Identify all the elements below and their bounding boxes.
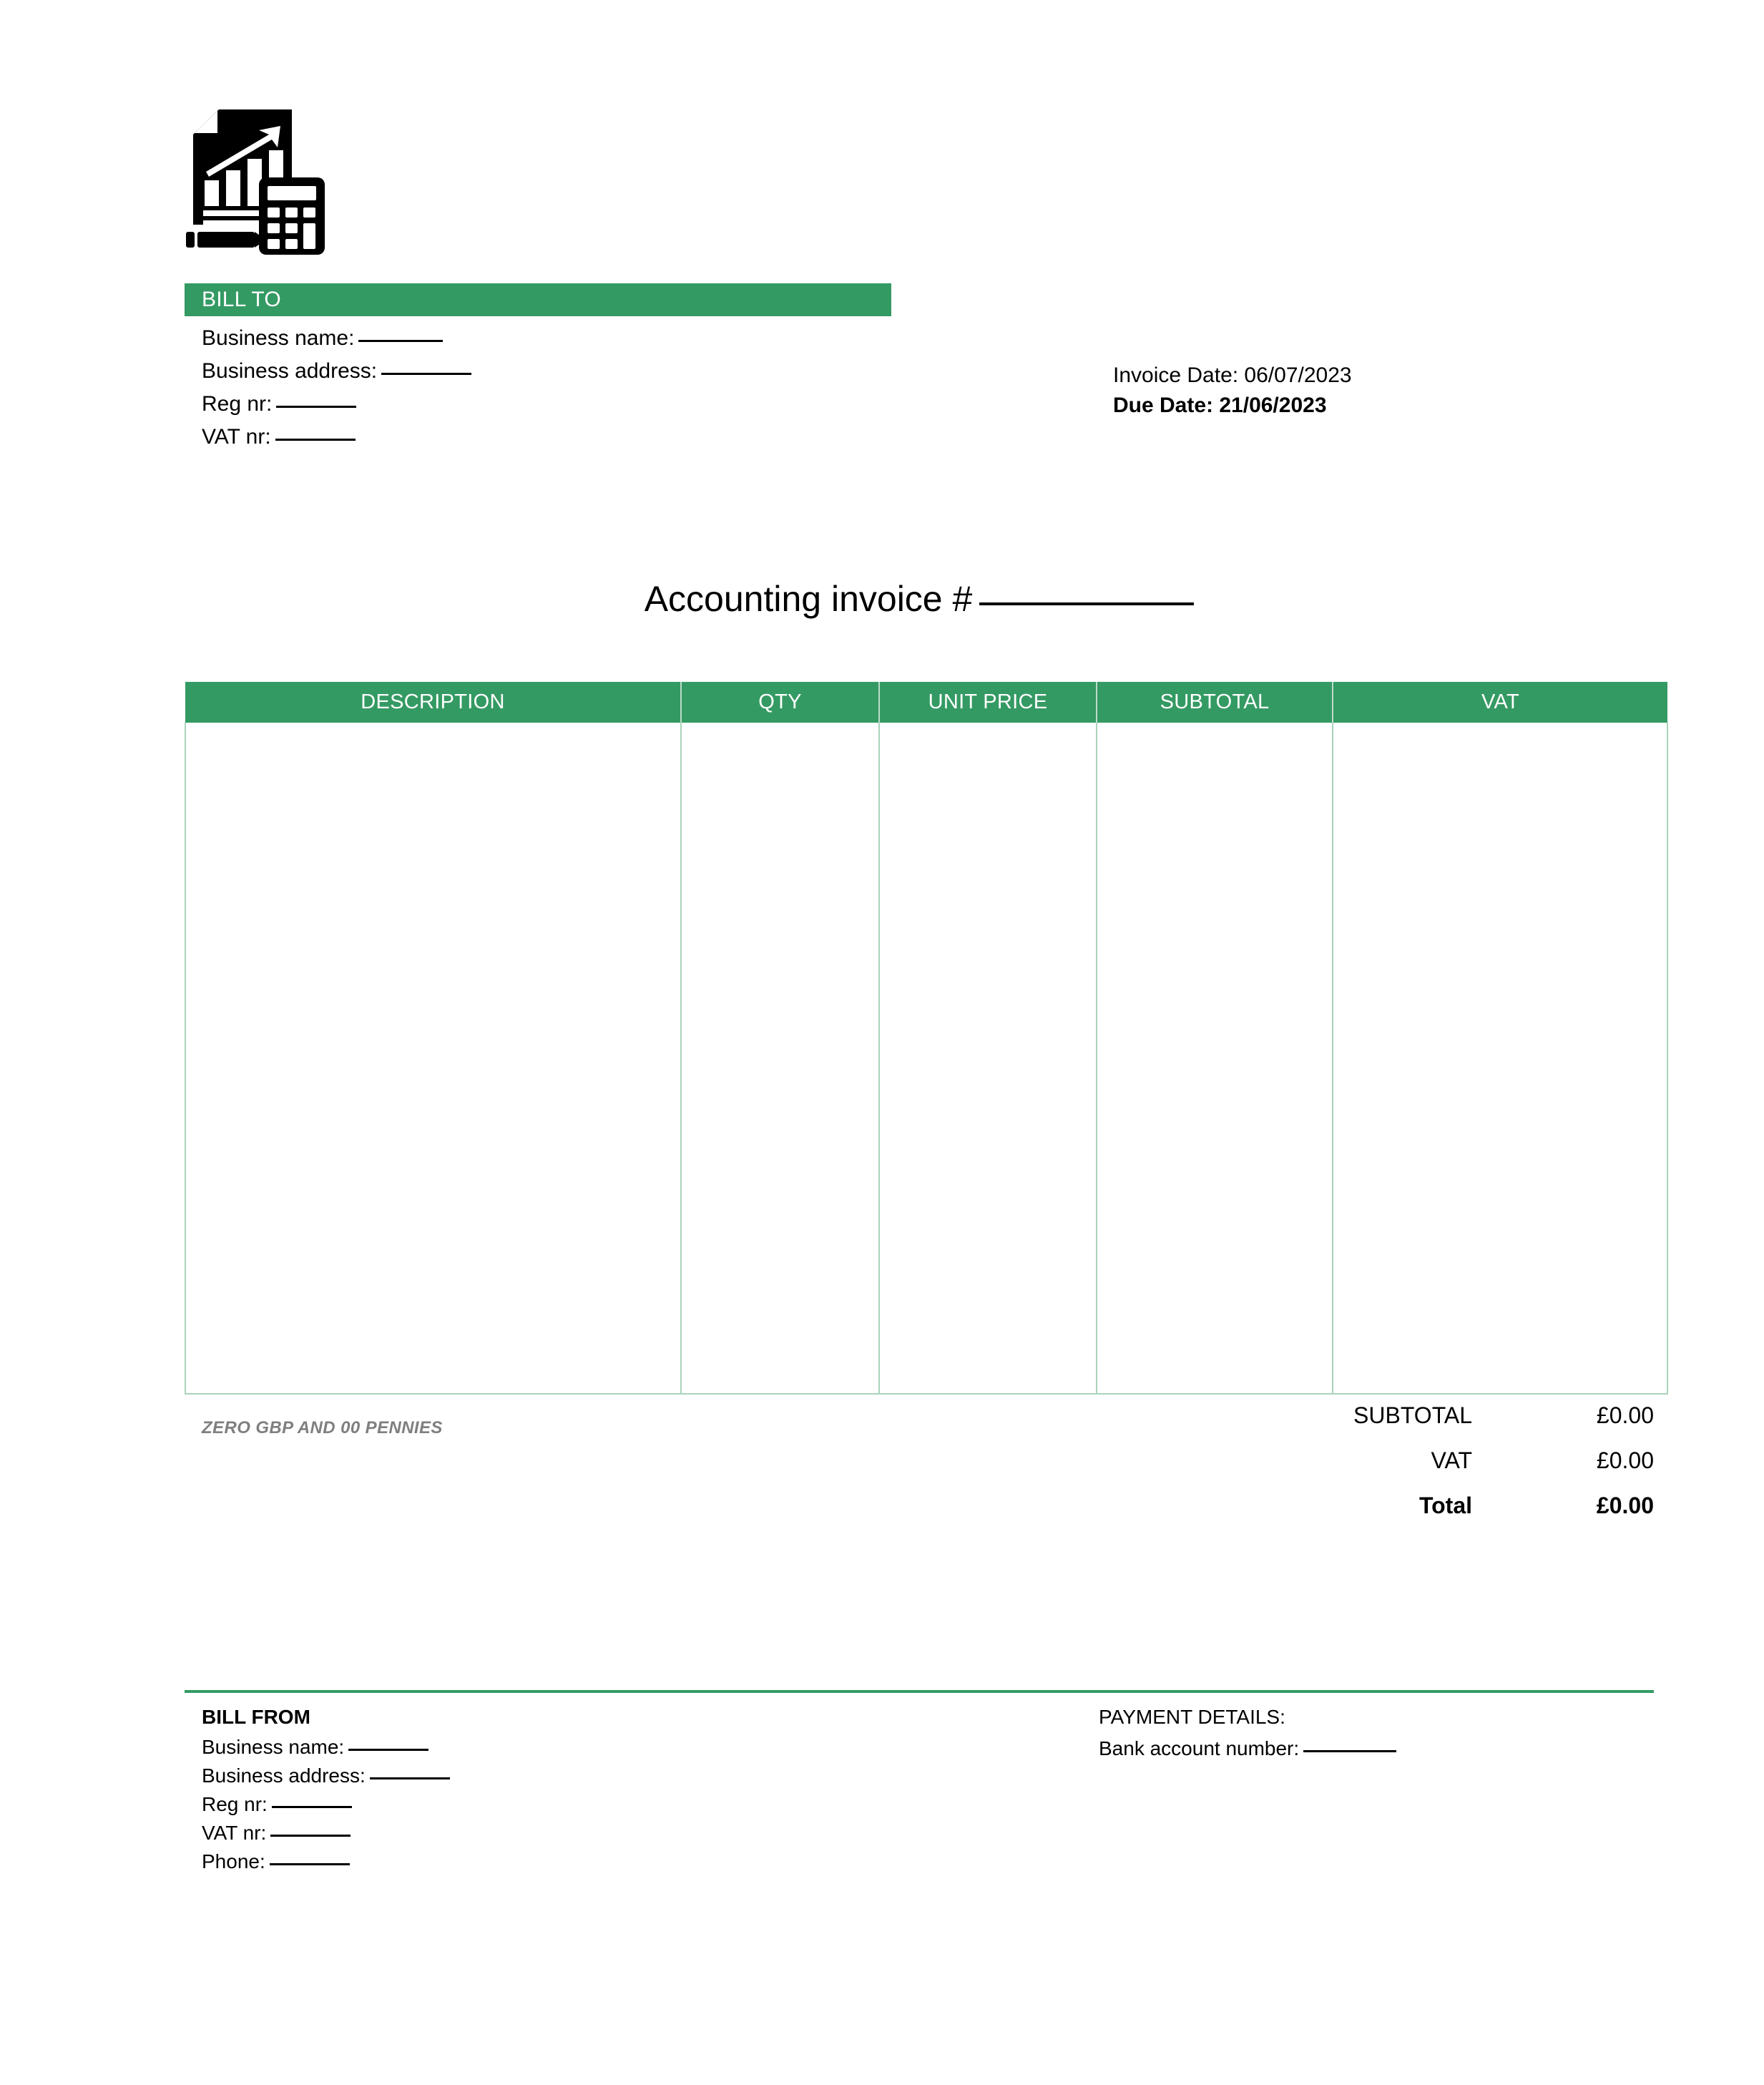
payment-details-block: [1099, 1701, 1642, 1764]
bill-from-reg-nr-label: Reg nr:: [202, 1793, 268, 1815]
page-title: [185, 578, 1654, 620]
line-items-body: [185, 723, 1667, 1394]
table-header-row: [185, 682, 1667, 723]
totals-subtotal-label: SUBTOTAL: [1353, 1402, 1472, 1428]
bill-from-block: [202, 1701, 745, 1876]
bill-to-reg-nr-label: Reg nr:: [202, 392, 273, 416]
bill-from-business-name-input[interactable]: [348, 1749, 428, 1751]
bill-from-business-address-input[interactable]: [370, 1777, 450, 1779]
bill-from-phone-label: Phone:: [202, 1850, 265, 1872]
totals-total-value: £0.00: [1596, 1493, 1654, 1518]
invoice-number-input[interactable]: [979, 602, 1194, 605]
totals-block: [1172, 1402, 1654, 1538]
bill-to-business-address-label: Business address:: [202, 359, 378, 383]
totals-row-vat: [1172, 1447, 1654, 1493]
line-items-head: [185, 682, 1667, 723]
bill-from-phone-row: [202, 1847, 745, 1876]
column-header-description: DESCRIPTION: [185, 682, 681, 723]
cell-vat[interactable]: [1333, 723, 1667, 1394]
bank-account-label: Bank account number:: [1099, 1737, 1300, 1759]
payment-details-heading: PAYMENT DETAILS:: [1099, 1706, 1285, 1728]
bill-to-business-address-row: [202, 355, 774, 388]
column-header-vat: VAT: [1333, 682, 1667, 723]
bank-account-input[interactable]: [1303, 1750, 1396, 1752]
totals-total-label: Total: [1418, 1493, 1472, 1518]
bill-to-vat-nr-input[interactable]: [275, 439, 356, 441]
bill-from-reg-nr-row: [202, 1790, 745, 1819]
invoice-dates: [1113, 361, 1614, 421]
cell-unit-price[interactable]: [879, 723, 1097, 1394]
bill-to-vat-nr-row: [202, 421, 774, 454]
totals-vat-value: £0.00: [1596, 1447, 1654, 1473]
column-header-qty: QTY: [681, 682, 879, 723]
cell-description[interactable]: [185, 723, 681, 1394]
totals-vat-label: VAT: [1431, 1447, 1472, 1473]
bill-from-business-name-label: Business name:: [202, 1736, 345, 1758]
bank-account-row: [1099, 1733, 1642, 1764]
bill-from-vat-nr-row: [202, 1819, 745, 1847]
bill-from-reg-nr-input[interactable]: [272, 1806, 352, 1808]
totals-row-subtotal: [1172, 1402, 1654, 1447]
invoice-date-line: Invoice Date: 06/07/2023: [1113, 363, 1352, 387]
bill-to-fields: [202, 322, 774, 454]
bill-from-vat-nr-input[interactable]: [270, 1835, 351, 1837]
column-header-subtotal: SUBTOTAL: [1097, 682, 1333, 723]
bill-to-business-address-input[interactable]: [381, 373, 471, 375]
bill-from-business-address-label: Business address:: [202, 1764, 366, 1787]
company-logo: [185, 106, 336, 258]
column-header-unit-price: UNIT PRICE: [879, 682, 1097, 723]
bill-to-business-name-label: Business name:: [202, 326, 355, 350]
bill-from-vat-nr-label: VAT nr:: [202, 1822, 267, 1844]
bill-to-reg-nr-row: [202, 388, 774, 421]
due-date-line: Due Date: 21/06/2023: [1113, 394, 1327, 417]
bill-to-business-name-input[interactable]: [358, 340, 443, 342]
footer-divider: [185, 1690, 1654, 1693]
bill-from-business-name-row: [202, 1733, 745, 1762]
bill-to-reg-nr-input[interactable]: [276, 406, 356, 408]
table-row: [185, 723, 1667, 1394]
cell-qty[interactable]: [681, 723, 879, 1394]
bill-from-phone-input[interactable]: [270, 1863, 350, 1865]
line-items-table: [185, 682, 1668, 1395]
amount-in-words: ZERO GBP AND 00 PENNIES: [202, 1418, 443, 1437]
bill-to-band: [185, 283, 891, 316]
totals-subtotal-value: £0.00: [1596, 1402, 1654, 1428]
accounting-document-calculator-icon: [185, 106, 336, 258]
bill-from-business-address-row: [202, 1762, 745, 1790]
bill-from-heading: BILL FROM: [202, 1706, 310, 1728]
cell-subtotal[interactable]: [1097, 723, 1333, 1394]
bill-to-heading: BILL TO: [202, 288, 281, 311]
page-title-text: Accounting invoice #: [644, 579, 973, 619]
bill-to-vat-nr-label: VAT nr:: [202, 425, 271, 449]
totals-row-total: [1172, 1493, 1654, 1538]
bill-to-business-name-row: [202, 322, 774, 355]
invoice-content: [185, 0, 1654, 2085]
